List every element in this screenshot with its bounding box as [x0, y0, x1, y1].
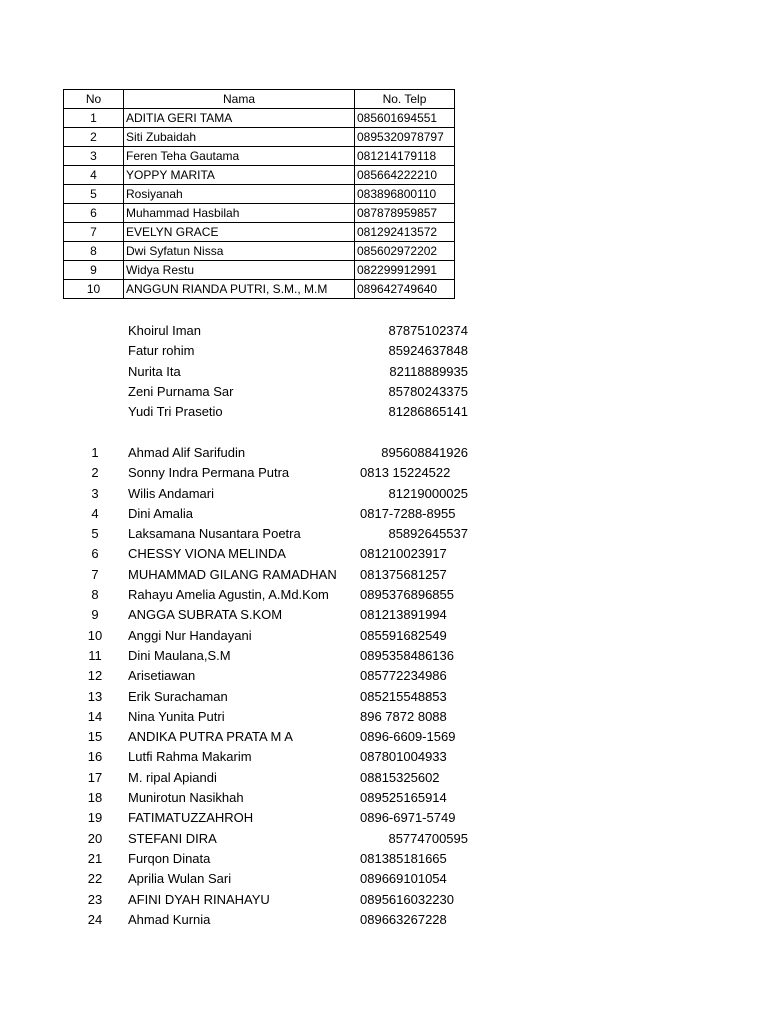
- list-item: [0, 321, 768, 341]
- list-item-number: 7: [91, 566, 99, 582]
- list-item-phone: 081375681257: [360, 566, 447, 582]
- list-item-name: ANGGA SUBRATA S.KOM: [128, 607, 283, 623]
- list-item: [0, 341, 768, 361]
- row-phone: 082299912991: [355, 261, 455, 280]
- row-number: 6: [64, 204, 124, 223]
- row-name: YOPPY MARITA: [124, 166, 355, 185]
- list-item-number: 6: [91, 546, 99, 562]
- list-item-phone: 08815325602: [360, 769, 440, 785]
- list-item-name: Nurita Ita: [128, 363, 181, 379]
- list-item: [0, 484, 768, 504]
- list-item-name: Munirotun Nasikhah: [128, 790, 244, 806]
- list-item-phone: 85774700595: [388, 830, 468, 846]
- row-number: 2: [64, 128, 124, 147]
- list-item-name: Furqon Dinata: [128, 850, 211, 866]
- row-name: ADITIA GERI TAMA: [124, 109, 355, 128]
- list-item: [0, 687, 768, 707]
- row-number: 4: [64, 166, 124, 185]
- list-item-phone: 0895358486136: [360, 647, 454, 663]
- list-item-phone: 089669101054: [360, 871, 447, 887]
- row-name: Siti Zubaidah: [124, 128, 355, 147]
- list-item: [0, 362, 768, 382]
- list-item-number: 9: [91, 607, 99, 623]
- list-item-name: M. ripal Apiandi: [128, 769, 217, 785]
- list-item-number: 18: [87, 790, 103, 806]
- row-phone: 081292413572: [355, 223, 455, 242]
- list-item-phone: 089525165914: [360, 790, 447, 806]
- row-phone: 081214179118: [355, 147, 455, 166]
- list-item-name: Arisetiawan: [128, 668, 196, 684]
- list-item-number: 16: [87, 749, 103, 765]
- list-item-name: Khoirul Iman: [128, 323, 201, 338]
- list-item-phone: 085591682549: [360, 627, 447, 643]
- list-item-name: Laksamana Nusantara Poetra: [128, 526, 301, 542]
- table-row: [64, 147, 455, 166]
- list-item-phone: 896 7872 8088: [360, 708, 447, 724]
- list-item-name: MUHAMMAD GILANG RAMADHAN: [128, 566, 337, 582]
- list-item-phone: 0817-7288-8955: [360, 505, 456, 521]
- list-item-number: 11: [88, 647, 102, 663]
- list-item-number: 22: [87, 871, 103, 887]
- list-item-phone: 0813 15224522: [360, 465, 451, 481]
- table-row: [64, 204, 455, 223]
- list-item: [0, 605, 768, 625]
- row-phone: 083896800110: [355, 185, 455, 204]
- list-item-phone: 089663267228: [360, 911, 447, 927]
- list-item: [0, 849, 768, 869]
- row-phone: 087878959857: [355, 204, 455, 223]
- list-item-name: FATIMATUZZAHROH: [128, 810, 254, 826]
- list-item-phone: 0896-6609-1569: [360, 729, 456, 745]
- list-item-name: AFINI DYAH RINAHAYU: [128, 891, 270, 907]
- list-item-number: 1: [91, 445, 99, 460]
- contact-table: [63, 89, 455, 299]
- list-item-name: STEFANI DIRA: [128, 830, 217, 846]
- list-item-number: 24: [87, 911, 103, 927]
- list-item-number: 21: [87, 850, 103, 866]
- row-phone: 085601694551: [355, 109, 455, 128]
- row-number: 9: [64, 261, 124, 280]
- list-item-name: ANDIKA PUTRA PRATA M A: [128, 729, 293, 745]
- table-row: [64, 109, 455, 128]
- list-item: [0, 829, 768, 849]
- list-item: [0, 626, 768, 646]
- row-name: Widya Restu: [124, 261, 355, 280]
- list-item-phone: 087801004933: [360, 749, 447, 765]
- row-name: Feren Teha Gautama: [124, 147, 355, 166]
- row-phone: 0895320978797: [355, 128, 455, 147]
- list-item-number: 23: [87, 891, 103, 907]
- list-item-name: CHESSY VIONA MELINDA: [128, 546, 286, 562]
- list-item: [0, 747, 768, 767]
- list-item: [0, 504, 768, 524]
- table-row: [64, 128, 455, 147]
- row-phone: 085664222210: [355, 166, 455, 185]
- list-item-phone: 85924637848: [388, 343, 468, 359]
- list-item-phone: 081213891994: [360, 607, 447, 623]
- row-name: Muhammad Hasbilah: [124, 204, 355, 223]
- list-item: [0, 524, 768, 544]
- list-item-number: 8: [91, 587, 99, 603]
- list-item-number: 14: [87, 708, 103, 724]
- list-item-phone: 895608841926: [381, 445, 468, 460]
- row-phone: 085602972202: [355, 242, 455, 261]
- list-item-number: 10: [87, 627, 103, 643]
- table-header-row: [64, 90, 455, 109]
- row-name: Rosiyanah: [124, 185, 355, 204]
- table-row: [64, 280, 455, 299]
- list-item-phone: 0895616032230: [360, 891, 454, 907]
- contact-list-unnumbered: [0, 321, 768, 422]
- list-item: [0, 890, 768, 910]
- row-name: ANGGUN RIANDA PUTRI, S.M., M.M: [124, 280, 355, 299]
- list-item: [0, 463, 768, 483]
- row-number: 8: [64, 242, 124, 261]
- list-item: [0, 402, 768, 422]
- list-item-name: Dini Amalia: [128, 505, 194, 521]
- list-item-number: 5: [91, 526, 99, 542]
- list-item-phone: 081385181665: [360, 850, 447, 866]
- list-item: [0, 666, 768, 686]
- list-item-name: Erik Surachaman: [128, 688, 228, 704]
- list-item-name: Ahmad Alif Sarifudin: [128, 445, 246, 460]
- row-name: EVELYN GRACE: [124, 223, 355, 242]
- list-item: [0, 910, 768, 930]
- list-item-phone: 87875102374: [388, 323, 468, 338]
- row-number: 1: [64, 109, 124, 128]
- list-item-name: Anggi Nur Handayani: [128, 627, 252, 643]
- header-no: No: [64, 90, 124, 109]
- list-item-phone: 85780243375: [388, 383, 468, 399]
- table-row: [64, 242, 455, 261]
- list-item-name: Rahayu Amelia Agustin, A.Md.Kom: [128, 587, 329, 603]
- list-item: [0, 707, 768, 727]
- header-telp: No. Telp: [355, 90, 455, 109]
- list-item-number: 13: [87, 688, 103, 704]
- list-item-phone: 81219000025: [388, 485, 468, 501]
- list-item: [0, 565, 768, 585]
- contact-list-numbered: [0, 443, 768, 930]
- list-item-number: 12: [87, 668, 103, 684]
- list-item-name: Yudi Tri Prasetio: [128, 404, 223, 420]
- list-item: [0, 869, 768, 889]
- list-item-name: Fatur rohim: [128, 343, 195, 359]
- list-item-name: Dini Maulana,S.M: [128, 647, 231, 663]
- list-item-number: 19: [87, 810, 103, 826]
- row-number: 3: [64, 147, 124, 166]
- row-number: 7: [64, 223, 124, 242]
- list-item: [0, 768, 768, 788]
- list-item-number: 2: [91, 465, 99, 481]
- list-item-name: Wilis Andamari: [128, 485, 214, 501]
- list-item-name: Zeni Purnama Sar: [128, 383, 234, 399]
- list-item-name: Lutfi Rahma Makarim: [128, 749, 252, 765]
- table-row: [64, 261, 455, 280]
- list-item-phone: 82118889935: [389, 363, 468, 379]
- list-item-name: Nina Yunita Putri: [128, 708, 225, 724]
- list-item: [0, 585, 768, 605]
- list-item-name: Sonny Indra Permana Putra: [128, 465, 290, 481]
- list-item: [0, 544, 768, 564]
- row-phone: 089642749640: [355, 280, 455, 299]
- table-row: [64, 166, 455, 185]
- list-item-number: 20: [87, 830, 103, 846]
- row-number: 5: [64, 185, 124, 204]
- list-item: [0, 382, 768, 402]
- list-item: [0, 727, 768, 747]
- list-item-phone: 0895376896855: [360, 587, 454, 603]
- list-item-number: 4: [91, 505, 99, 521]
- list-item-number: 15: [87, 729, 103, 745]
- list-item-phone: 0896-6971-5749: [360, 810, 456, 826]
- list-item-phone: 85892645537: [388, 526, 468, 542]
- list-item-phone: 81286865141: [388, 404, 468, 420]
- list-item-phone: 085215548853: [360, 688, 447, 704]
- header-nama: Nama: [124, 90, 355, 109]
- list-item-number: 17: [87, 769, 103, 785]
- list-item-phone: 085772234986: [360, 668, 447, 684]
- row-number: 10: [64, 280, 124, 299]
- list-item: [0, 808, 768, 828]
- table-row: [64, 223, 455, 242]
- row-name: Dwi Syfatun Nissa: [124, 242, 355, 261]
- list-item: [0, 788, 768, 808]
- list-item: [0, 443, 768, 463]
- list-item-name: Ahmad Kurnia: [128, 911, 211, 927]
- list-item: [0, 646, 768, 666]
- list-item-name: Aprilia Wulan Sari: [128, 871, 232, 887]
- list-item-phone: 081210023917: [360, 546, 447, 562]
- list-item-number: 3: [91, 485, 99, 501]
- table-row: [64, 185, 455, 204]
